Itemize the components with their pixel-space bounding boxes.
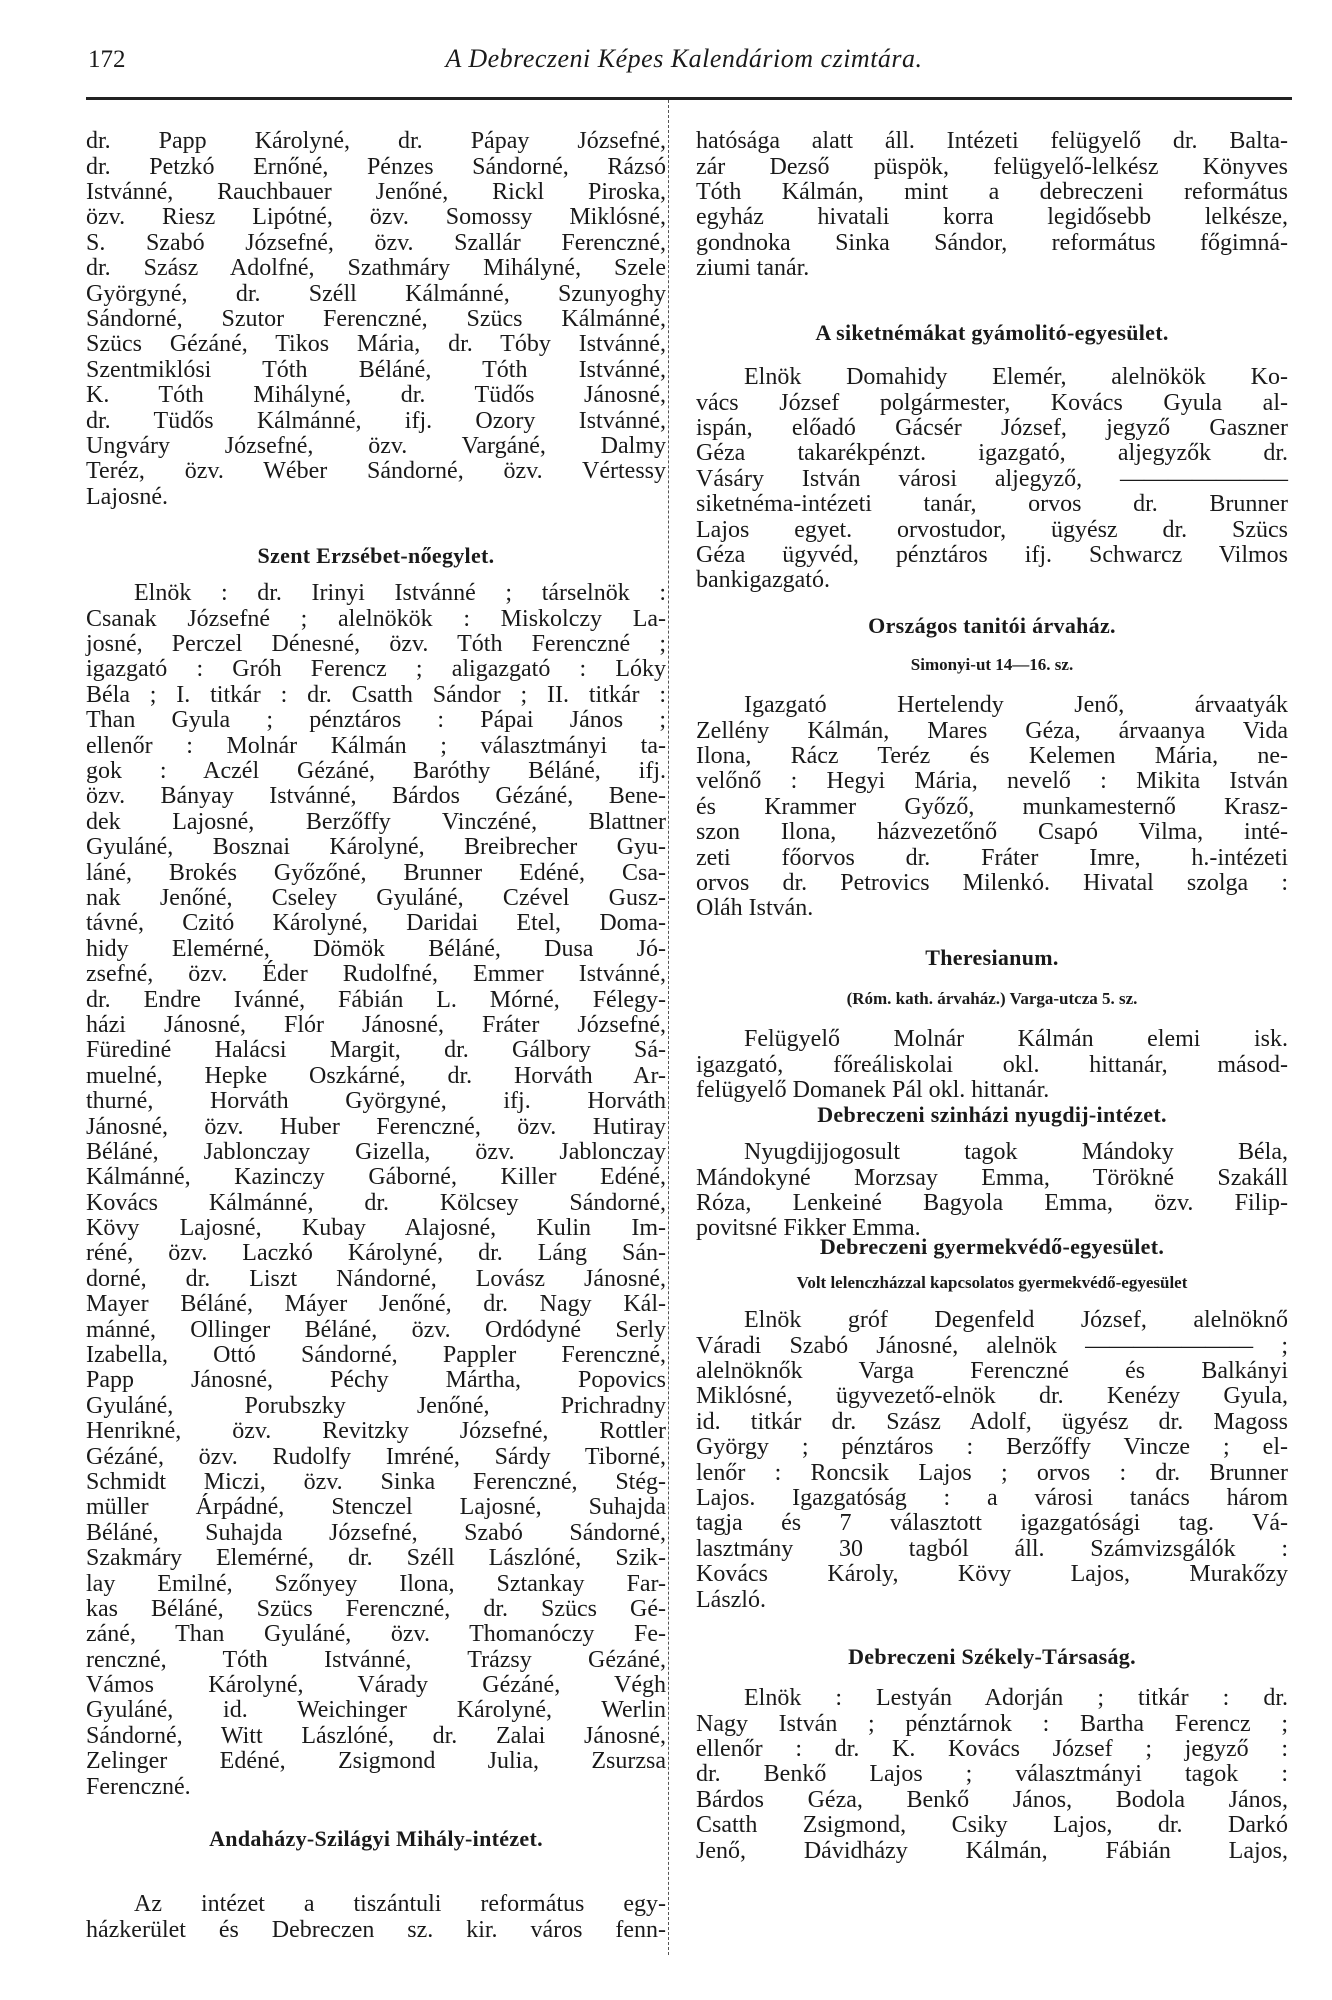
text-line: Váradi Szabó Jánosné, alelnök ——————— ; <box>696 1332 1288 1359</box>
text-line: Izabella, Ottó Sándorné, Pappler Ferenczné, <box>86 1342 666 1369</box>
text-line: Gyuláné, id. Weichinger Károlyné, Werlin <box>86 1697 666 1724</box>
text-line: muelné, Hepke Oszkárné, dr. Horváth Ar- <box>86 1062 666 1089</box>
section-heading: Andaházy-Szilágyi Mihály-intézet. <box>209 1826 543 1851</box>
text-line: Lajos egyet. orvostudor, ügyész dr. Szücs <box>696 516 1288 543</box>
text-line: Mayer Béláné, Máyer Jenőné, dr. Nagy Kál- <box>86 1291 666 1318</box>
text-line: Béláné, Jablonczay Gizella, özv. Jablonczay <box>86 1138 666 1165</box>
text-line: dek Lajosné, Berzőffy Vinczéné, Blattner <box>86 808 666 835</box>
text-line: László. <box>696 1586 766 1613</box>
text-line: Papp Jánosné, Péchy Mártha, Popovics <box>86 1367 666 1394</box>
text-line: dorné, dr. Liszt Nándorné, Lovász Jánosné, <box>86 1265 666 1292</box>
text-line: siketnéma-intézeti tanár, orvos dr. Brunner <box>696 491 1288 518</box>
text-line: Felügyelő Molnár Kálmán elemi isk. <box>744 1026 1288 1053</box>
text-line: Igazgató Hertelendy Jenő, árvaatyák <box>744 692 1288 719</box>
text-line: Béláné, Suhajda Józsefné, Szabó Sándorné, <box>86 1519 666 1546</box>
text-line: házi Jánosné, Flór Jánosné, Fráter Józsefné, <box>86 1011 666 1038</box>
text-line: Csanak Józsefné ; alelnökök : Miskolczy La- <box>86 605 666 632</box>
text-line: velőnő : Hegyi Mária, nevelő : Mikita István <box>696 768 1288 795</box>
section-subheading: Simonyi-ut 14—16. sz. <box>910 655 1074 674</box>
text-line: Géza takarékpénzt. igazgató, aljegyzők dr. <box>696 440 1288 467</box>
text-line: Béla ; I. titkár : dr. Csatth Sándor ; II. titkár : <box>86 681 666 708</box>
text-line: záné, Than Gyuláné, özv. Thomanóczy Fe- <box>86 1621 666 1648</box>
section-paragraph <box>696 1027 1288 1103</box>
text-line: mánné, Ollinger Béláné, özv. Ordódyné Serly <box>86 1316 666 1343</box>
text-line: ellenőr : dr. K. Kovács József ; jegyző : <box>696 1736 1288 1763</box>
text-line: Lajos. Igazgatóság : a városi tanács három <box>696 1485 1288 1512</box>
text-line: Fürediné Halácsi Margit, dr. Gálbory Sá- <box>86 1037 666 1064</box>
text-line: hidy Elemérné, Dömök Béláné, Dusa Jó- <box>86 935 666 962</box>
text-line: szon Ilona, házvezetőnő Csapó Vilma, inté- <box>696 819 1288 846</box>
text-line: Henrikné, özv. Revitzky Józsefné, Rottler <box>86 1418 666 1445</box>
text-line: dr. Petzkó Ernőné, Pénzes Sándorné, Rázsó <box>86 153 666 180</box>
text-line: dr. Papp Károlyné, dr. Pápay Józsefné, <box>86 128 666 155</box>
text-line: vács József polgármester, Kovács Gyula al- <box>696 389 1288 416</box>
text-line: házkerület és Debreczen sz. kir. város fenn- <box>86 1916 666 1943</box>
text-line: Zelinger Edéné, Zsigmond Julia, Zsurzsa <box>86 1748 666 1775</box>
text-line: nak Jenőné, Cseley Gyuláné, Czével Gusz- <box>86 884 666 911</box>
section-heading: Debreczeni Székely-Társaság. <box>848 1644 1136 1669</box>
text-line: Lajosné. <box>86 483 168 510</box>
text-line: kas Béláné, Szücs Ferenczné, dr. Szücs Gé- <box>86 1595 666 1622</box>
text-line: réné, özv. Laczkó Károlyné, dr. Láng Sán- <box>86 1240 666 1267</box>
text-line: Gyuláné, Porubszky Jenőné, Prichradny <box>86 1392 666 1419</box>
section-heading: Országos tanitói árvaház. <box>868 613 1116 638</box>
text-line: tagja és 7 választott igazgatósági tag. Vá- <box>696 1510 1288 1537</box>
text-line: Kövy Lajosné, Kubay Alajosné, Kulin Im- <box>86 1215 666 1242</box>
section-paragraph <box>86 581 666 1800</box>
text-line: Oláh István. <box>696 895 814 922</box>
text-line: Elnök : Lestyán Adorján ; titkár : dr. <box>744 1685 1288 1712</box>
text-line: Géza ügyvéd, pénztáros ifj. Schwarcz Vilmos <box>696 542 1288 569</box>
text-line: Vámos Károlyné, Várady Gézáné, Végh <box>86 1672 666 1699</box>
text-line: hatósága alatt áll. Intézeti felügyelő dr. Balta- <box>696 128 1288 155</box>
text-line: György ; pénztáros : Berzőffy Vincze ; el- <box>696 1434 1288 1461</box>
text-line: Szentmiklósi Tóth Béláné, Tóth Istvánné, <box>86 356 666 383</box>
text-line: Gézáné, özv. Rudolfy Imréné, Sárdy Tiborné, <box>86 1443 666 1470</box>
section-paragraph <box>696 1308 1288 1613</box>
text-line: Schmidt Miczi, özv. Sinka Ferenczné, Stég- <box>86 1468 666 1495</box>
text-line: igazgató, főreáliskolai okl. hittanár, másod- <box>696 1051 1288 1078</box>
text-line: Ilona, Rácz Teréz és Kelemen Mária, ne- <box>696 743 1288 770</box>
section-subheading: (Róm. kath. árvaház.) Varga-utcza 5. sz. <box>846 989 1138 1008</box>
text-line: ziumi tanár. <box>696 255 810 282</box>
text-line: Elnök Domahidy Elemér, alelnökök Ko- <box>744 364 1288 391</box>
section-paragraph <box>86 1892 666 1943</box>
text-line: ellenőr : Molnár Kálmán ; választmányi ta- <box>86 732 666 759</box>
text-line: josné, Perczel Dénesné, özv. Tóth Ferenczné ; <box>86 631 666 658</box>
section-paragraph <box>86 129 666 510</box>
text-line: Jenő, Dávidházy Kálmán, Fábián Lajos, <box>696 1837 1288 1864</box>
text-line: Gyuláné, Bosznai Károlyné, Breibrecher Gyu- <box>86 834 666 861</box>
text-line: Istvánné, Rauchbauer Jenőné, Rickl Piroska, <box>86 179 666 206</box>
text-line: zsefné, özv. Éder Rudolfné, Emmer Istvánné, <box>86 961 666 988</box>
text-line: Bárdos Géza, Benkő János, Bodola János, <box>696 1786 1288 1813</box>
text-line: zár Dezső püspök, felügyelő-lelkész Könyves <box>696 153 1288 180</box>
text-line: Than Gyula ; pénztáros : Pápai János ; <box>86 707 666 734</box>
text-line: ispán, előadó Gácsér József, jegyző Gaszner <box>696 415 1288 442</box>
page-number: 172 <box>88 46 126 73</box>
text-line: dr. Benkő Lajos ; választmányi tagok : <box>696 1761 1288 1788</box>
text-line: povitsné Fikker Emma. <box>696 1215 921 1242</box>
text-line: láné, Brokés Győzőné, Brunner Edéné, Csa- <box>86 859 666 886</box>
text-line: Az intézet a tiszántuli református egy- <box>134 1891 666 1918</box>
text-line: dr. Endre Ivánné, Fábián L. Mórné, Félegy- <box>86 986 666 1013</box>
text-line: Elnök : dr. Irinyi Istvánné ; társelnök : <box>134 580 666 607</box>
running-title: A Debreczeni Képes Kalendáriom czimtára. <box>445 44 923 73</box>
text-line: dr. Tüdős Kálmánné, ifj. Ozory Istvánné, <box>86 407 666 434</box>
text-line: és Krammer Győző, munkamesternő Krasz- <box>696 793 1288 820</box>
section-paragraph <box>696 129 1288 281</box>
text-line: müller Árpádné, Stenczel Lajosné, Suhajda <box>86 1494 666 1521</box>
column-divider <box>668 100 669 1955</box>
text-line: Sándorné, Witt Lászlóné, dr. Zalai Jánosné, <box>86 1722 666 1749</box>
text-line: gondnoka Sinka Sándor, református főgimná- <box>696 229 1288 256</box>
text-line: Ferenczné. <box>86 1773 191 1800</box>
text-line: Teréz, özv. Wéber Sándorné, özv. Vértessy <box>86 458 666 485</box>
text-line: Miklósné, ügyvezető-elnök dr. Kenézy Gyula, <box>696 1383 1288 1410</box>
section-heading: Theresianum. <box>925 945 1059 970</box>
section-heading: Debreczeni szinházi nyugdij-intézet. <box>817 1102 1167 1127</box>
text-line: özv. Bányay Istvánné, Bárdos Gézáné, Bene- <box>86 783 666 810</box>
text-line: zeti főorvos dr. Fráter Imre, h.-intézeti <box>696 844 1288 871</box>
section-heading: A siketnémákat gyámolitó-egyesület. <box>815 320 1169 345</box>
text-line: özv. Riesz Lipótné, özv. Somossy Miklósné, <box>86 204 666 231</box>
section-paragraph <box>696 1686 1288 1864</box>
text-line: Györgyné, dr. Széll Kálmánné, Szunyoghy <box>86 280 666 307</box>
text-line: K. Tóth Mihályné, dr. Tüdős Jánosné, <box>86 382 666 409</box>
text-line: Jánosné, özv. Huber Ferenczné, özv. Hutiray <box>86 1113 666 1140</box>
text-line: Kovács Kálmánné, dr. Kölcsey Sándorné, <box>86 1189 666 1216</box>
text-line: Elnök gróf Degenfeld József, alelnöknő <box>744 1307 1288 1334</box>
text-line: igazgató : Gróh Ferencz ; aligazgató : Lóky <box>86 656 666 683</box>
text-line: Nyugdijjogosult tagok Mándoky Béla, <box>744 1139 1288 1166</box>
text-line: renczné, Tóth Istvánné, Trázsy Gézáné, <box>86 1646 666 1673</box>
text-line: Mándokyné Morzsay Emma, Törökné Szakáll <box>696 1164 1288 1191</box>
section-heading: Debreczeni gyermekvédő-egyesület. <box>819 1234 1165 1259</box>
text-line: orvos dr. Petrovics Milenkó. Hivatal szolga : <box>696 870 1288 897</box>
text-line: bankigazgató. <box>696 567 830 594</box>
text-line: távné, Czitó Károlyné, Daridai Etel, Doma- <box>86 910 666 937</box>
text-line: Csatth Zsigmond, Csiky Lajos, dr. Darkó <box>696 1812 1288 1839</box>
text-line: dr. Szász Adolfné, Szathmáry Mihályné, Szele <box>86 255 666 282</box>
text-line: Szücs Gézáné, Tikos Mária, dr. Tóby Istvánné, <box>86 331 666 358</box>
text-line: Zellény Kálmán, Mares Géza, árvaanya Vida <box>696 717 1288 744</box>
section-paragraph <box>696 1140 1288 1242</box>
section-heading: Szent Erzsébet-nőegylet. <box>257 543 495 568</box>
text-line: Nagy István ; pénztárnok : Bartha Ferencz ; <box>696 1710 1288 1737</box>
text-line: Tóth Kálmán, mint a debreczeni református <box>696 179 1288 206</box>
text-line: lasztmány 30 tagból áll. Számvizsgálók : <box>696 1535 1288 1562</box>
text-line: thurné, Horváth Györgyné, ifj. Horváth <box>86 1088 666 1115</box>
section-paragraph <box>696 693 1288 922</box>
text-line: lay Emilné, Szőnyey Ilona, Sztankay Far- <box>86 1570 666 1597</box>
text-line: Kálmánné, Kazinczy Gáborné, Killer Edéné, <box>86 1164 666 1191</box>
right-column <box>696 0 1288 2000</box>
text-line: Kovács Károly, Kövy Lajos, Murakőzy <box>696 1561 1288 1588</box>
text-line: id. titkár dr. Szász Adolf, ügyész dr. Magoss <box>696 1408 1288 1435</box>
section-paragraph <box>696 365 1288 594</box>
section-subheading: Volt lelenczházzal kapcsolatos gyermekvédő-egyesület <box>796 1273 1188 1292</box>
text-line: Róza, Lenkeiné Bagyola Emma, özv. Filip- <box>696 1190 1288 1217</box>
text-line: felügyelő Domanek Pál okl. hittanár. <box>696 1077 1050 1104</box>
text-line: Ungváry Józsefné, özv. Vargáné, Dalmy <box>86 432 666 459</box>
text-line: S. Szabó Józsefné, özv. Szallár Ferenczné, <box>86 229 666 256</box>
text-line: gok : Aczél Gézáné, Baróthy Béláné, ifj. <box>86 758 666 785</box>
text-line: alelnöknők Varga Ferenczné és Balkányi <box>696 1358 1288 1385</box>
text-line: Vásáry István városi aljegyző, ——————— <box>696 465 1288 492</box>
text-line: egyház hivatali korra legidősebb lelkésze, <box>696 204 1288 231</box>
text-line: lenőr : Roncsik Lajos ; orvos : dr. Brunner <box>696 1459 1288 1486</box>
text-line: Szakmáry Elemérné, dr. Széll Lászlóné, Szik- <box>86 1545 666 1572</box>
text-line: Sándorné, Szutor Ferenczné, Szücs Kálmánné, <box>86 306 666 333</box>
left-column <box>86 0 666 2000</box>
